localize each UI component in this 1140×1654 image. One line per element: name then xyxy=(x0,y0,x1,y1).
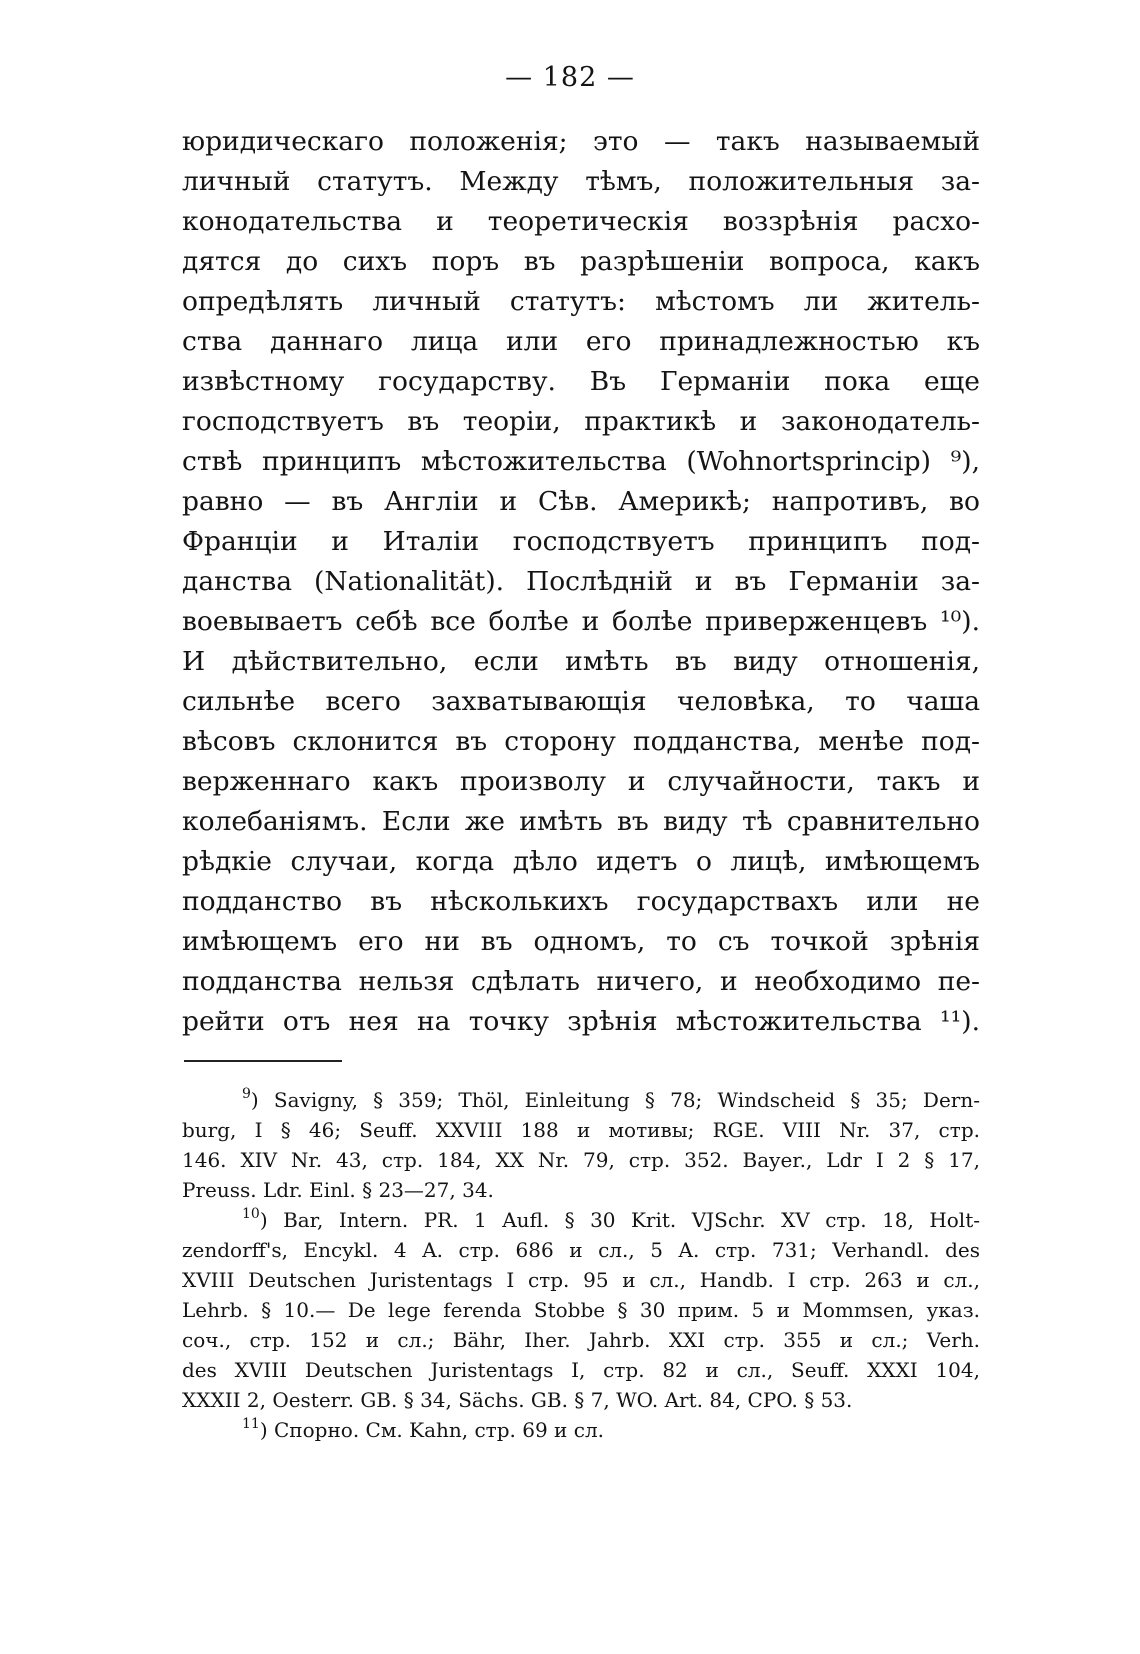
footnote-line: соч., стр. 152 и сл.; Bähr, Iher. Jahrb. XXI стр. 355 и сл.; Verh. xyxy=(182,1328,980,1352)
footnote-marker: 9 xyxy=(242,1086,251,1102)
footnote-line: 146. XIV Nr. 43, стр. 184, XX Nr. 79, стр. 352. Bayer., Ldr I 2 § 17, xyxy=(182,1148,980,1172)
text-line: ствѣ принципъ мѣстожительства (Wohnortsprincip) ⁹), xyxy=(182,446,980,477)
footnote-line: burg, I § 46; Seuff. XXVIII 188 и мотивы; RGE. VIII Nr. 37, стр. xyxy=(182,1118,980,1142)
main-text xyxy=(182,122,980,1042)
footnote-line: zendorff's, Encykl. 4 A. стр. 686 и сл., 5 A. стр. 731; Verhandl. des xyxy=(182,1238,980,1262)
footnote-text: ) Savigny, § 359; Thöl, Einleitung § 78; Windscheid § 35; Dern- xyxy=(250,1088,980,1112)
text-line: И дѣйствительно, если имѣть въ виду отношенія, xyxy=(182,646,980,677)
page-number: — 182 — xyxy=(505,62,635,93)
text-line: воевываетъ себѣ все болѣе и болѣе приверженцевъ ¹⁰). xyxy=(182,606,980,637)
footnote-text: ) Bar, Intern. PR. 1 Aufl. § 30 Krit. VJSchr. XV стр. 18, Holt- xyxy=(259,1208,980,1232)
text-line: вѣсовъ склонится въ сторону подданства, менѣе под- xyxy=(182,726,980,757)
text-line: имѣющемъ его ни въ одномъ, то съ точкой зрѣнія xyxy=(182,926,980,957)
text-line: рейти отъ нея на точку зрѣнія мѣстожительства ¹¹). xyxy=(182,1006,980,1037)
footnote-line xyxy=(182,1415,980,1445)
text-line: рѣдкіе случаи, когда дѣло идетъ о лицѣ, имѣющемъ xyxy=(182,846,980,877)
text-line: юридическаго положенія; это — такъ называемый xyxy=(182,126,980,157)
text-line: дятся до сихъ поръ въ разрѣшеніи вопроса, какъ xyxy=(182,246,980,277)
text-line: извѣстному государству. Въ Германіи пока еще xyxy=(182,366,980,397)
footnote-divider xyxy=(184,1060,342,1062)
footnote-10 xyxy=(182,1205,980,1415)
footnote-line: XXXII 2, Oesterr. GB. § 34, Sächs. GB. § 7, WO. Art. 84, CPO. § 53. xyxy=(182,1388,853,1412)
footnote-11 xyxy=(182,1415,980,1445)
text-line: господствуетъ въ теоріи, практикѣ и законодатель- xyxy=(182,406,980,437)
text-line: верженнаго какъ произволу и случайности, такъ и xyxy=(182,766,980,797)
text-line: конодательства и теоретическія воззрѣнія расхо- xyxy=(182,206,980,237)
footnote-line xyxy=(182,1205,980,1235)
footnote-text: ) Спорно. См. Kahn, стр. 69 и сл. xyxy=(259,1418,605,1442)
footnote-marker: 11 xyxy=(242,1416,260,1432)
footnote-line: Lehrb. § 10.— De lege ferenda Stobbe § 30 прим. 5 и Mommsen, указ. xyxy=(182,1298,980,1322)
footnote-line xyxy=(182,1085,980,1115)
text-line: подданства нельзя сдѣлать ничего, и необходимо пе- xyxy=(182,966,980,997)
text-line: колебаніямъ. Если же имѣть въ виду тѣ сравнительно xyxy=(182,806,980,837)
footnote-line: Preuss. Ldr. Einl. § 23—27, 34. xyxy=(182,1178,494,1202)
text-line: равно — въ Англіи и Сѣв. Америкѣ; напротивъ, во xyxy=(182,486,980,517)
footnotes xyxy=(182,1085,980,1445)
text-line: ства даннаго лица или его принадлежностью къ xyxy=(182,326,980,357)
text-line: подданство въ нѣсколькихъ государствахъ или не xyxy=(182,886,980,917)
text-line: сильнѣе всего захватывающія человѣка, то чаша xyxy=(182,686,980,717)
text-line: личный статутъ. Между тѣмъ, положительныя за- xyxy=(182,166,980,197)
text-line: Франціи и Италіи господствуетъ принципъ под- xyxy=(182,526,980,557)
footnote-marker: 10 xyxy=(242,1206,260,1222)
footnote-line: des XVIII Deutschen Juristentags I, стр. 82 и сл., Seuff. XXXI 104, xyxy=(182,1358,980,1382)
text-line: данства (Nationalität). Послѣдній и въ Германіи за- xyxy=(182,566,980,597)
text-line: опредѣлять личный статутъ: мѣстомъ ли житель- xyxy=(182,286,980,317)
footnote-line: XVIII Deutschen Juristentags I стр. 95 и сл., Handb. I стр. 263 и сл., xyxy=(182,1268,980,1292)
footnote-9 xyxy=(182,1085,980,1205)
